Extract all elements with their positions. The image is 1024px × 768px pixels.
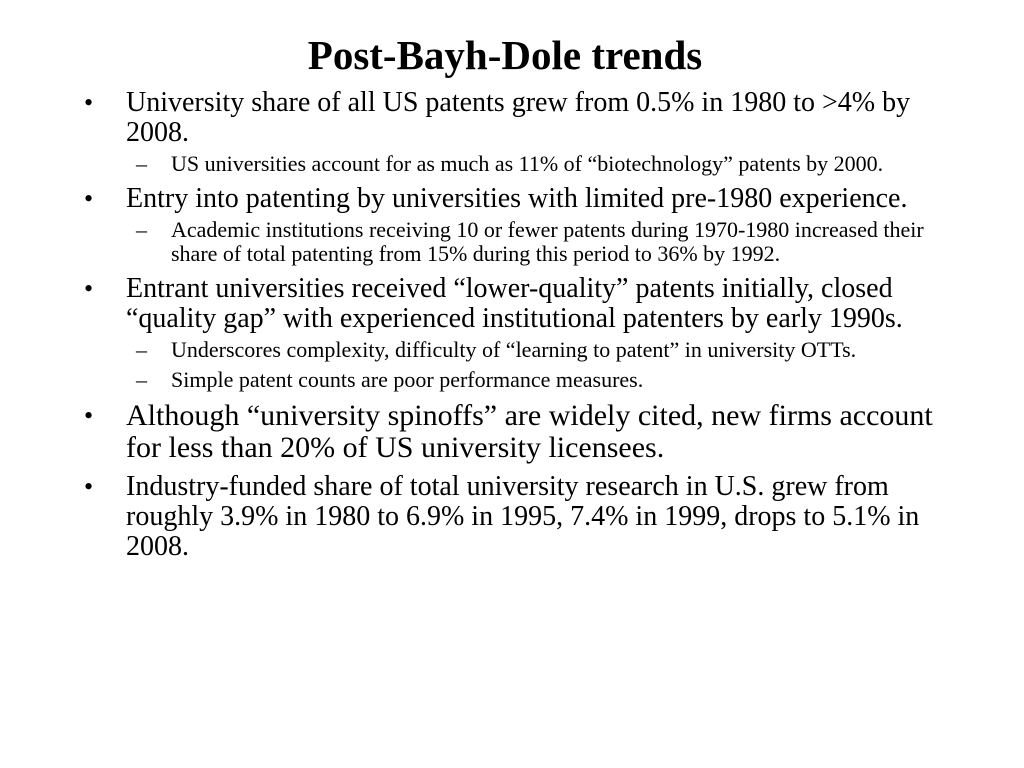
dash-icon: –	[136, 217, 147, 242]
sub-bullet-item	[84, 368, 944, 392]
bullet-text: Entry into patenting by universities with limited pre-1980 experience.	[126, 183, 908, 214]
bullet-item	[84, 88, 944, 148]
slide-title: Post-Bayh-Dole trends	[307, 32, 703, 78]
bullet-text: Although “university spinoffs” are widely cited, new firms account for less than 20% of US university licensees.	[126, 399, 933, 464]
sub-bullet-item	[84, 152, 944, 176]
bullet-dot-icon: •	[84, 88, 94, 117]
bullet-dot-icon: •	[84, 401, 94, 430]
sub-bullet-text: Underscores complexity, difficulty of “learning to patent” in university OTTs.	[171, 337, 857, 362]
bullet-item	[84, 400, 944, 464]
bullet-text: Industry-funded share of total university research in U.S. grew from roughly 3.9% in 1980 to 6.9% in 1995, 7.4% in 1999, drops to 5.1% in 2008.	[126, 471, 920, 562]
bullet-list	[84, 88, 944, 562]
bullet-dot-icon: •	[84, 184, 94, 213]
dash-icon: –	[136, 151, 147, 176]
sub-bullet-item	[84, 338, 944, 362]
sub-bullet-item	[84, 218, 944, 266]
bullet-dot-icon: •	[84, 472, 94, 501]
bullet-item	[84, 184, 944, 214]
bullet-text: University share of all US patents grew from 0.5% in 1980 to >4% by 2008.	[126, 87, 911, 148]
bullet-dot-icon: •	[84, 274, 94, 303]
bullet-item	[84, 274, 944, 334]
bullet-item	[84, 472, 944, 562]
dash-icon: –	[136, 337, 147, 362]
sub-bullet-text: Simple patent counts are poor performance measures.	[171, 367, 644, 392]
dash-icon: –	[136, 367, 147, 392]
bullet-text: Entrant universities received “lower-quality” patents initially, closed “quality gap” with experienced institutional patenters by early 1990s.	[126, 273, 903, 334]
sub-bullet-text: US universities account for as much as 11% of “biotechnology” patents by 2000.	[171, 151, 884, 176]
sub-bullet-text: Academic institutions receiving 10 or fewer patents during 1970-1980 increased their share of total patenting from 15% during this period to 36% by 1992.	[171, 217, 924, 266]
